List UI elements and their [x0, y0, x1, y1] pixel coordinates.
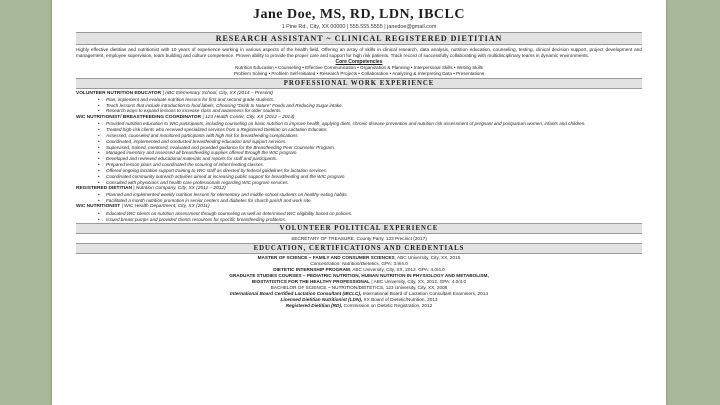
job-detail: | Nutrition Company, City, XX (2011 – 2012)	[131, 185, 226, 191]
resume-headline: RESEARCH ASSISTANT ~ CLINICAL REGISTERED DIETITIAN	[215, 34, 503, 43]
job-bullets	[76, 121, 642, 185]
job-bullet: • Managed inventory and assessed all breastfeeding supplies offered through the WIC program.	[106, 150, 642, 156]
resume-document	[76, 7, 642, 309]
job-detail: | WIC Health Department, City, XX (2011)	[120, 204, 210, 210]
core-competencies-title: Core Competencies	[335, 58, 383, 65]
job-title: WIC NUTRITIONIST	[76, 204, 121, 210]
job-detail: | 123 Health Center, City, XX (2012 – 2014)	[201, 114, 295, 120]
summary-paragraph: Highly effective dietitian and nutritionist with 10 years of experience working in various aspects of the health field. Offering an array of skills in clinical research, data analysis, nutrition education, counseling, testing, clinical decision support, project development and management, employee supervision, team building and culture competence. Proven ability to provide the proper care and support for high risk patients. Track record of successfully collaborating with multidisciplinary teams in dynamic environments.	[76, 46, 642, 58]
job-bullet: • Prepared lesson plans and coordinated the scouring of infant feeding classes.	[106, 162, 642, 168]
education-detail: , ABC University, City, XX, 2015	[394, 255, 461, 261]
job-bullet: • Facilitated a month nutrition promotion in senior centers and diabetes for church parish and work site.	[106, 198, 642, 204]
job-bullet: • Offered ongoing lactation support training to WIC staff as directed by federal guidelines for lactation services.	[106, 168, 642, 174]
job-bullet: • Plan, implement and evaluate nutrition lessons for first and second grade students.	[106, 97, 642, 103]
job-bullet: • Research ways to expand lessons to increase class and awareness for older students.	[106, 108, 642, 114]
certification-detail: Commission on Dietetic Registration, 2012	[342, 303, 433, 309]
job-title: WIC NUTRITIONIST/ BREASTFEEDING COORDINATOR	[76, 114, 202, 120]
job-bullet: • Provided nutrition education to WIC participants, including counseling on basic nutrition to improve health, applying diets, chronic disease prevention and nutrition risk assessment of pregnant and postpartum women, infants and children.	[106, 121, 642, 127]
education-degree: BIOSTATISTICS FOR THE HEALTHY PROFESSIONAL	[251, 279, 371, 285]
education-degree: DIETETIC INTERNSHIP PROGRAM	[273, 267, 350, 273]
certification-name: Registered Dietitian (RD),	[285, 303, 343, 309]
job-bullet: • Consulted with physicians and health care professionals regarding WIC program services.	[106, 180, 642, 186]
job-bullet: • Developed and reviewed educational materials and reports for staff and participants.	[106, 156, 642, 162]
job-bullet: • Educated WIC clients on nutrition assessment through counseling as well as determined WIC eligibility based on policies.	[106, 211, 642, 217]
experience-title: PROFESSIONAL WORK EXPERIENCE	[283, 80, 435, 87]
job-bullets	[76, 211, 642, 223]
volunteer-bar	[76, 223, 642, 234]
job-bullet: • Assessed, counseled and monitored participants with high risk for breastfeeding complications.	[106, 133, 642, 139]
core-competencies-line-2: Problem Solving • Problem Self-Initiated • Research Projects • Collaboration • Analyzing & Interpreting Data • Presentations	[233, 71, 485, 77]
job-bullet: • Teach lessons that include introduction to food labels, Choosing "Drink to Nature" Foods and Reducing Sugar intake.	[106, 103, 642, 109]
volunteer-line: SECRETARY OF TREASURE, County Party, 123 Precinct (2017)	[291, 235, 427, 241]
job-bullet: • Coordinated community outreach activities aimed at increasing public support for breastfeeding and the WIC program.	[106, 174, 642, 180]
volunteer-title: VOLUNTEER POLITICAL EXPERIENCE	[279, 225, 439, 233]
job-bullet: • Supervised, trained, mentored, evaluated and provided guidance for the Breastfeeding Peer Counselor Program.	[106, 145, 642, 151]
education-degree: MASTER OF SCIENCE ~ FAMILY AND CONSUMER SCIENCES	[257, 255, 395, 261]
job-bullet: • Planned and implemented weekly nutrition lessons for elementary and middle school students on healthy eating habits.	[106, 192, 642, 198]
education-detail: , ABC University, City, XX, 2012. GPA: 4.0/4.0	[349, 267, 445, 273]
job-bullet: • Coordinated, implemented and conducted breastfeeding education and support services.	[106, 139, 642, 145]
job-bullets	[76, 192, 642, 204]
job-title: VOLUNTEER NUTRITION EDUCATOR	[76, 90, 162, 96]
core-competencies-line-1: Nutrition Education • Counseling • Effective Communication • Organization & Planning • Interpersonal Skills • Writing Skills	[235, 65, 483, 71]
education-title: EDUCATION, CERTIFICATIONS AND CREDENTIALS	[253, 244, 465, 252]
applicant-name: Jane Doe, MS, RD, LDN, IBCLC	[253, 7, 465, 22]
headline-bar	[76, 32, 642, 45]
job-bullet: • Issued breast pumps and provided clients resources for specific breastfeeding problems.	[106, 217, 642, 223]
education-detail: | ABC University, City, XX, 2012. GPA: 4.0/4.0	[370, 279, 467, 285]
education-degree: GRADUATE STUDIES COURSES ~ PEDIATRIC NUTRITION, HUMAN NUTRITION IN PHYSIOLOGY AND METABOLISM,	[229, 273, 489, 279]
certification-line	[76, 303, 642, 309]
job-title: REGISTERED DIETITIAN	[76, 185, 132, 191]
job-detail: | ABC Elementary School, City, XX (2014 – Present)	[161, 90, 273, 96]
certification-name: Licensed Dietitian Nutritionist (LDN),	[280, 297, 363, 303]
job-bullet: • Treated high-risk clients who received specialized services from a Registered Dietitian on Lactation Educator.	[106, 127, 642, 133]
experience-bar	[76, 78, 642, 89]
education-bar	[76, 243, 642, 254]
education-note: Concentration: Nutrition/Dietetics,	[310, 261, 381, 267]
certification-name: International Board Certified Lactation Consultant (IBCLC),	[230, 291, 362, 297]
certification-detail: XX Board of Dietetic/Nutrition, 2013	[362, 297, 438, 303]
education-detail: GPA: 3.9/4.0	[380, 261, 408, 267]
certification-detail: International Board of Lactation Consultant Examiners, 2014	[361, 291, 488, 297]
resume-page	[52, 0, 666, 405]
education-detail: BACHELOR OF SCIENCE ~ NUTRITION/DIETETICS, 123 University, City, XX, 2008	[270, 285, 448, 291]
job-bullets	[76, 97, 642, 115]
contact-line: 1 Pine Rd., City, XX 00000 | 555.555.5555 | janedoe@gmail.com	[281, 24, 437, 30]
